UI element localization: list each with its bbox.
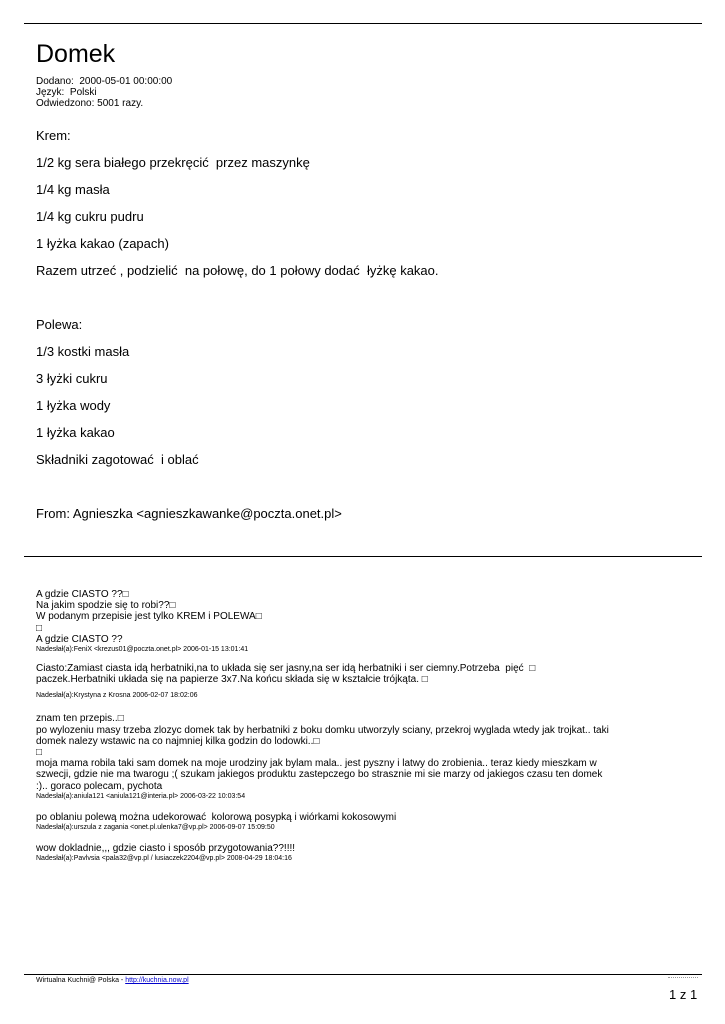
comment-line: wow dokladnie,,, gdzie ciasto i sposób przygotowania??!!!! [36, 843, 296, 855]
comment-line: :).. goraco polecam, pychota [36, 780, 163, 792]
footer-site-link[interactable]: http://kuchnia.now.pl [125, 977, 189, 984]
recipe-line: 1/4 kg masła [36, 182, 110, 197]
recipe-line: 1 łyżka wody [36, 398, 111, 413]
comment-line: domek nalezy wstawic na co najmniej kilka godzin do lodowki..□ [36, 735, 320, 747]
comment-line: Na jakim spodzie się to robi??□ [36, 600, 176, 612]
footer-mark [668, 977, 698, 978]
comment-line: po wylozeniu masy trzeba zlozyc domek tak by herbatniki z boku domku utworzyly sciany, przekroj wyglada wtedy jak trojkat.. taki [36, 724, 609, 736]
comment-line: A gdzie CIASTO ??□ [36, 589, 129, 600]
recipe-line: 3 łyżki cukru [36, 371, 108, 386]
comments-section [36, 589, 609, 863]
recipe-line: 1 łyżka kakao [36, 425, 115, 440]
comment-line: W podanym przepisie jest tylko KREM i POLEWA□ [36, 611, 262, 623]
footer [36, 976, 189, 985]
comment-line: Ciasto:Zamiast ciasta idą herbatniki,na to układa się ser jasny,na ser idą herbatniki i ser ciemny.Potrzeba pięć □ [36, 663, 536, 675]
recipe-line: Krem: [36, 128, 71, 143]
middle-rule [24, 556, 702, 557]
comment-signature: Nadesłał(a):urszula z zagania <onet.pl.ulenka7@vp.pl> 2006-09-07 15:09:50 [36, 824, 275, 832]
comment-signature: Nadesłał(a):FeniX <krezus01@poczta.onet.pl> 2006-01-15 13:01:41 [36, 646, 249, 654]
comment-line: moja mama robila taki sam domek na moje urodziny jak bylam mala.. jest pyszny i latwy do zrobienia.. teraz kiedy mieszkam w [36, 758, 597, 770]
comment-gap [36, 700, 596, 713]
comment-line: A gdzie CIASTO ?? [36, 633, 123, 645]
meta-language: Język: Polski [36, 87, 97, 98]
comment-signature: Nadesłał(a):aniula121 <aniula121@interia.pl> 2006-03-22 10:03:54 [36, 792, 246, 800]
top-rule [24, 23, 702, 24]
recipe-line: 1/2 kg sera białego przekręcić przez maszynkę [36, 155, 310, 170]
recipe-line: 1/3 kostki masła [36, 344, 130, 359]
page-number: 1 z 1 [669, 987, 698, 1002]
comment [36, 663, 596, 700]
recipe-author: From: Agnieszka <agnieszkawanke@poczta.onet.pl> [36, 506, 342, 521]
comment [36, 843, 596, 863]
recipe-meta [36, 76, 172, 109]
comment-gap [36, 801, 596, 812]
recipe-line: 1 łyżka kakao (zapach) [36, 236, 169, 251]
recipe-line: Składniki zagotować i oblać [36, 452, 199, 467]
recipe-line: Polewa: [36, 317, 83, 332]
comment-line: po oblaniu polewą można udekorować kolorową posypką i wiórkami kokosowymi [36, 811, 397, 823]
comment-line: szwecji, gdzie nie ma twarogu ;( szukam jakiegos produktu zastepczego bo strasznie mi sie marzy od jakiegos czasu ten domek [36, 769, 603, 781]
meta-views: Odwiedzono: 5001 razy. [36, 98, 144, 109]
comment [36, 713, 609, 800]
comment-line: znam ten przepis..□ [36, 713, 124, 725]
comment [36, 589, 596, 654]
recipe-title: Domek [36, 40, 116, 68]
meta-added: Dodano: 2000-05-01 00:00:00 [36, 76, 173, 87]
comment-line: □ [36, 747, 43, 759]
footer-site-label: Wirtualna Kuchni@ Polska - [36, 977, 126, 984]
comment-gap [36, 654, 596, 663]
footer-rule [24, 974, 702, 975]
comment-gap [36, 832, 596, 843]
comment-line: □ [36, 622, 43, 634]
comment [36, 812, 596, 832]
recipe-line: Razem utrzeć , podzielić na połowę, do 1 połowy dodać łyżkę kakao. [36, 263, 439, 278]
comment-signature: Nadesłał(a):Krystyna z Krosna 2006-02-07 18:02:06 [36, 692, 198, 700]
comment-line: paczek.Herbatniki układa się na papierze 3x7.Na końcu składa się w kształcie trójkąta. □ [36, 674, 428, 686]
recipe-line: 1/4 kg cukru pudru [36, 209, 144, 224]
comment-signature: Nadesłał(a):Pavlvsia <pala32@vp.pl / lusiaczek2204@vp.pl> 2008-04-29 18:04:16 [36, 855, 292, 863]
